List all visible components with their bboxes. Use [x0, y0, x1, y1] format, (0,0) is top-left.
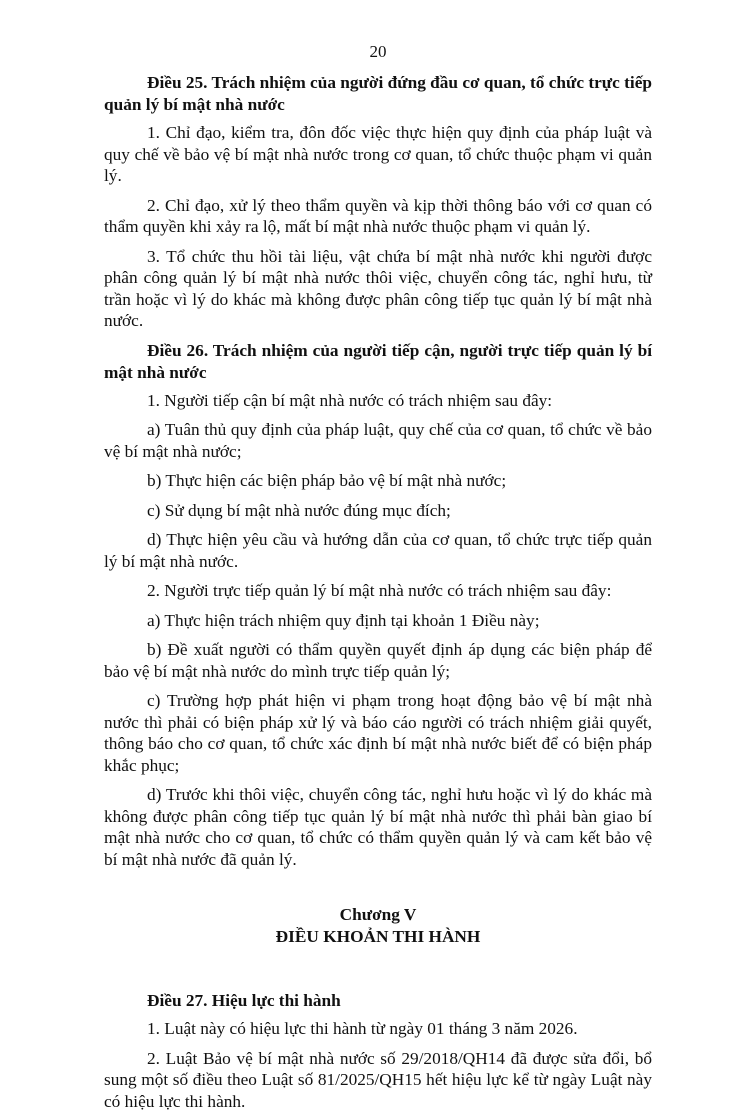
- article-26-paragraph: c) Trường hợp phát hiện vi phạm trong hoạt động bảo vệ bí mật nhà nước thì phải có biện pháp xử lý và báo cáo người có trách nhiệm giải quyết, thông báo cho cơ quan, tổ chức xác định bí mật nhà nước biết để có biện pháp khắc phục;: [104, 690, 652, 776]
- article-26-title: Điều 26. Trách nhiệm của người tiếp cận, người trực tiếp quản lý bí mật nhà nước: [104, 340, 652, 384]
- article-26-paragraph: 2. Người trực tiếp quản lý bí mật nhà nước có trách nhiệm sau đây:: [104, 580, 652, 602]
- article-26-paragraph: a) Thực hiện trách nhiệm quy định tại khoản 1 Điều này;: [104, 610, 652, 632]
- article-26-paragraph: d) Thực hiện yêu cầu và hướng dẫn của cơ quan, tổ chức trực tiếp quản lý bí mật nhà nước.: [104, 529, 652, 572]
- chapter-number: Chương V: [104, 904, 652, 926]
- article-27-paragraph: 1. Luật này có hiệu lực thi hành từ ngày 01 tháng 3 năm 2026.: [104, 1018, 652, 1040]
- chapter-heading: [104, 904, 652, 948]
- article-25-title: Điều 25. Trách nhiệm của người đứng đầu cơ quan, tổ chức trực tiếp quản lý bí mật nhà nước: [104, 72, 652, 116]
- article-26-paragraph: 1. Người tiếp cận bí mật nhà nước có trách nhiệm sau đây:: [104, 390, 652, 412]
- article-26-paragraph: d) Trước khi thôi việc, chuyển công tác, nghỉ hưu hoặc vì lý do khác mà không được phân công tiếp tục quản lý bí mật nhà nước thì phải bàn giao bí mật nhà nước cho cơ quan, tổ chức có thẩm quyền quản lý và cam kết bảo vệ bí mật nhà nước đã quản lý.: [104, 784, 652, 870]
- chapter-title: ĐIỀU KHOẢN THI HÀNH: [104, 926, 652, 948]
- page-number: 20: [104, 40, 652, 64]
- article-26-paragraph: b) Thực hiện các biện pháp bảo vệ bí mật nhà nước;: [104, 470, 652, 492]
- article-25-paragraph: 2. Chỉ đạo, xử lý theo thẩm quyền và kịp thời thông báo với cơ quan có thẩm quyền khi xảy ra lộ, mất bí mật nhà nước thuộc phạm vi quản lý.: [104, 195, 652, 238]
- article-26-paragraph: c) Sử dụng bí mật nhà nước đúng mục đích;: [104, 500, 652, 522]
- article-25-paragraph: 3. Tổ chức thu hồi tài liệu, vật chứa bí mật nhà nước khi người được phân công quản lý bí mật nhà nước thôi việc, chuyển công tác, nghỉ hưu, từ trần hoặc vì lý do khác mà không được phân công tiếp tục quản lý bí mật nhà nước.: [104, 246, 652, 332]
- article-27-paragraph: 2. Luật Bảo vệ bí mật nhà nước số 29/2018/QH14 đã được sửa đổi, bổ sung một số điều theo Luật số 81/2025/QH15 hết hiệu lực kể từ ngày Luật này có hiệu lực thi hành.: [104, 1048, 652, 1112]
- article-27-title: Điều 27. Hiệu lực thi hành: [104, 990, 652, 1012]
- article-26-paragraph: b) Đề xuất người có thẩm quyền quyết định áp dụng các biện pháp để bảo vệ bí mật nhà nước do mình trực tiếp quản lý;: [104, 639, 652, 682]
- article-26-paragraph: a) Tuân thủ quy định của pháp luật, quy chế của cơ quan, tổ chức về bảo vệ bí mật nhà nước;: [104, 419, 652, 462]
- article-25-paragraph: 1. Chỉ đạo, kiểm tra, đôn đốc việc thực hiện quy định của pháp luật và quy chế về bảo vệ bí mật nhà nước trong cơ quan, tổ chức thuộc phạm vi quản lý.: [104, 122, 652, 187]
